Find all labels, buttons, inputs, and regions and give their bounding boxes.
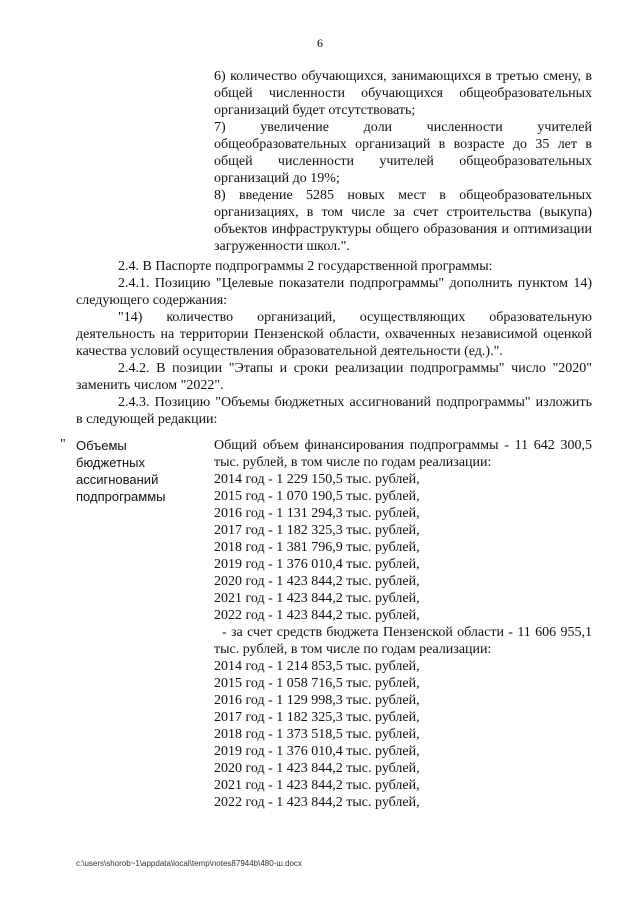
items-block: [214, 68, 592, 255]
year-row: 2019 год - 1 376 010,4 тыс. рублей,: [214, 557, 420, 572]
year-row: 2018 год - 1 381 796,9 тыс. рублей,: [214, 540, 420, 555]
year-row: 2019 год - 1 376 010,4 тыс. рублей,: [214, 744, 420, 759]
total-years-list: [214, 471, 592, 624]
table-right-col: [214, 437, 592, 811]
left-label-line: Объемы: [76, 438, 127, 453]
year-row: 2020 год - 1 423 844,2 тыс. рублей,: [214, 761, 420, 776]
page-number: 6: [317, 36, 323, 50]
footer-file-path: c:\users\shorob~1\appdata\local\temp\notes87944b\480-ш.docx: [76, 859, 302, 868]
table-left-label: [76, 437, 206, 505]
year-row: 2022 год - 1 423 844,2 тыс. рублей,: [214, 608, 420, 623]
year-row: 2014 год - 1 214 853,5 тыс. рублей,: [214, 659, 420, 674]
left-label-line: подпрограммы: [76, 489, 166, 504]
section-2-4-2: 2.4.2. В позиции "Этапы и сроки реализации подпрограммы" число "2020" заменить числом "2022".: [76, 361, 592, 393]
year-row: 2015 год - 1 070 190,5 тыс. рублей,: [214, 489, 420, 504]
year-row: 2018 год - 1 373 518,5 тыс. рублей,: [214, 727, 420, 742]
item-8: 8) введение 5285 новых мест в общеобразовательных организациях, в том числе за счет строительства (выкупа) объектов инфраструктуры общего образования и оптимизации загруженности школ.".: [214, 188, 592, 254]
year-row: 2016 год - 1 131 294,3 тыс. рублей,: [214, 506, 420, 521]
section-2-4: 2.4. В Паспорте подпрограммы 2 государственной программы:: [118, 259, 493, 274]
item-7: 7) увеличение доли численности учителей общеобразовательных организаций в возрасте до 35 лет в общей численности учителей общеобразовательных организаций до 19%;: [214, 120, 592, 186]
left-label-line: ассигнований: [76, 472, 159, 487]
year-row: 2017 год - 1 182 325,3 тыс. рублей,: [214, 523, 420, 538]
regional-intro: - за счет средств бюджета Пензенской области - 11 606 955,1 тыс. рублей, в том числе по годам реализации:: [214, 625, 592, 657]
section-2-4-3: 2.4.3. Позицию "Объемы бюджетных ассигнований подпрограммы" изложить в следующей редакции:: [76, 395, 592, 427]
section-2-4-1: 2.4.1. Позицию "Целевые показатели подпрограммы" дополнить пунктом 14) следующего содержания:: [76, 276, 592, 308]
open-quote: ": [60, 437, 66, 452]
section-2-4-1-quote: "14) количество организаций, осуществляющих образовательную деятельность на территории Пензенской области, охваченных независимой оценкой качества условий осуществления образовательной деятельности (ед.).".: [76, 310, 592, 359]
item-6: 6) количество обучающихся, занимающихся в третью смену, в общей численности обучающихся общеобразовательных организаций будет отсутствовать;: [214, 69, 592, 118]
year-row: 2021 год - 1 423 844,2 тыс. рублей,: [214, 591, 420, 606]
year-row: 2017 год - 1 182 325,3 тыс. рублей,: [214, 710, 420, 725]
total-intro: Общий объем финансирования подпрограммы - 11 642 300,5 тыс. рублей, в том числе по годам реализации:: [214, 438, 592, 470]
year-row: 2022 год - 1 423 844,2 тыс. рублей,: [214, 795, 420, 810]
left-label-line: бюджетных: [76, 455, 145, 470]
year-row: 2016 год - 1 129 998,3 тыс. рублей,: [214, 693, 420, 708]
year-row: 2015 год - 1 058 716,5 тыс. рублей,: [214, 676, 420, 691]
regional-years-list: [214, 658, 592, 811]
year-row: 2020 год - 1 423 844,2 тыс. рублей,: [214, 574, 420, 589]
year-row: 2021 год - 1 423 844,2 тыс. рублей,: [214, 778, 420, 793]
year-row: 2014 год - 1 229 150,5 тыс. рублей,: [214, 472, 420, 487]
